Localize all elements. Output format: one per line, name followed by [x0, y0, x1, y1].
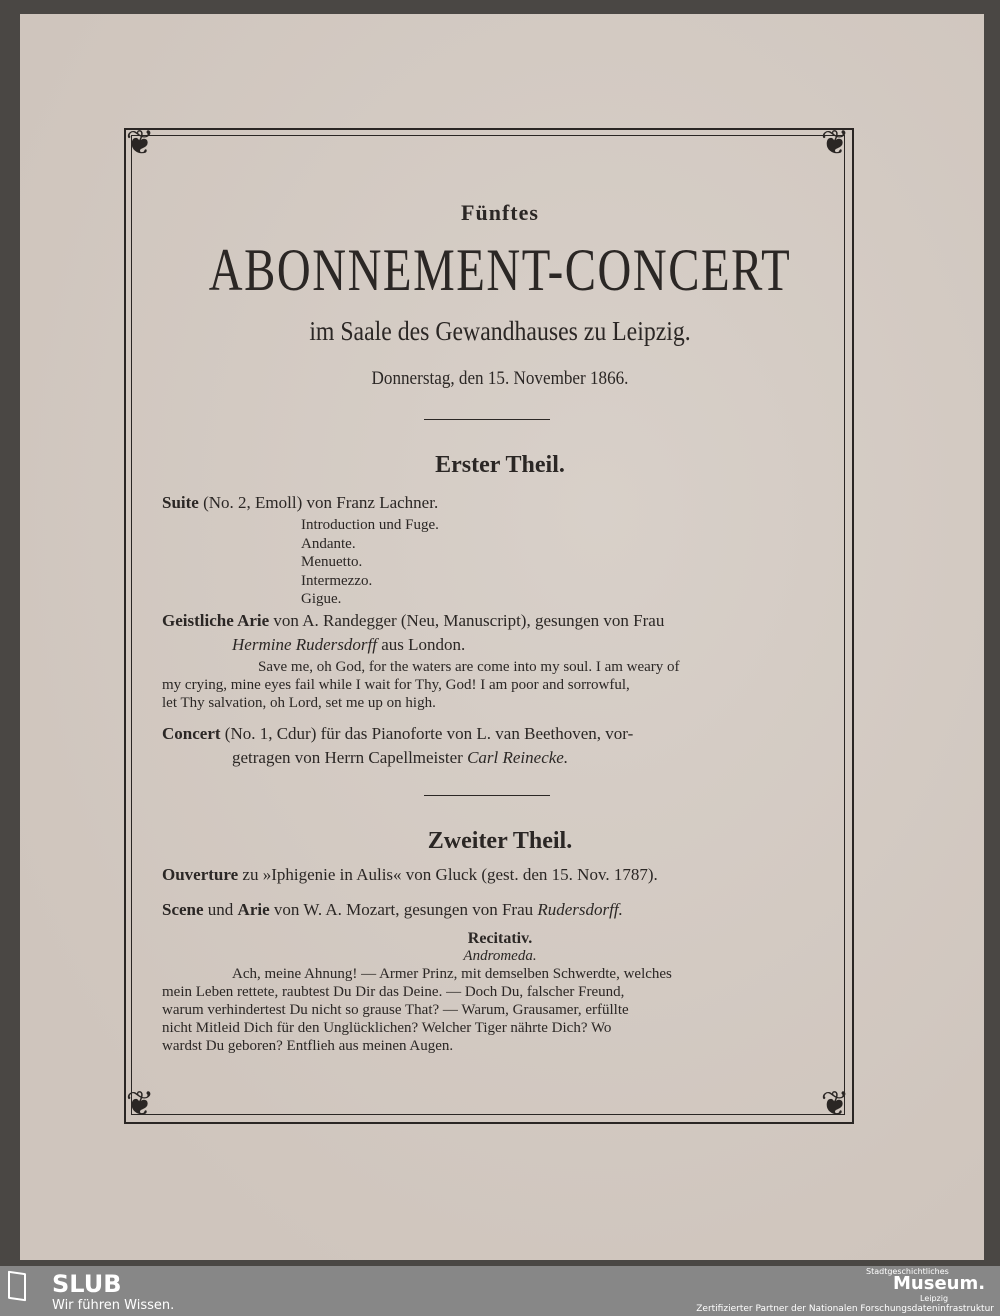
- movement: Gigue.: [301, 591, 342, 607]
- suite-label: Suite: [162, 493, 199, 512]
- footer-bar: [0, 1266, 1000, 1316]
- partner-note: Zertifizierter Partner der Nationalen Forschungsdateninfrastruktur: [696, 1304, 994, 1314]
- singer: Rudersdorff.: [537, 900, 623, 919]
- lyrics-line: warum verhindertest Du nicht so grause That? — Warum, Grausamer, erfüllte: [162, 1002, 629, 1018]
- lyrics-line: Ach, meine Ahnung! — Armer Prinz, mit demselben Schwerdte, welches: [232, 966, 672, 982]
- concert-text: (No. 1, Cdur) für das Pianoforte von L. van Beethoven, vor-: [224, 724, 634, 743]
- concert-label: Concert: [162, 724, 221, 743]
- divider-ornament: [424, 795, 550, 796]
- corner-ornament-icon: ❦: [820, 1086, 850, 1123]
- arie-label: Geistliche Arie: [162, 611, 270, 630]
- lyrics-line: nicht Mitleid Dich für den Unglücklichen? Welcher Tiger nährte Dich? Wo: [162, 1020, 612, 1036]
- singer-suffix: aus London.: [381, 635, 466, 654]
- divider-ornament: [424, 419, 550, 420]
- recitativ-heading: Recitativ.: [467, 930, 533, 947]
- movement-list: [301, 516, 439, 609]
- performer: Carl Reinecke.: [467, 748, 569, 767]
- slub-tagline: Wir führen Wissen.: [52, 1298, 175, 1313]
- corner-ornament-icon: ❦: [125, 1086, 155, 1123]
- movement: Intermezzo.: [301, 572, 373, 589]
- part2-heading: Zweiter Theil.: [427, 828, 573, 854]
- arie-text: von A. Randegger (Neu, Manuscript), gesungen von Frau: [273, 611, 665, 630]
- movement: Andante.: [301, 535, 356, 552]
- slub-logo[interactable]: SLUB: [52, 1270, 122, 1298]
- arie-label: Arie: [237, 900, 270, 919]
- lyrics-line: my crying, mine eyes fail while I wait for Thy, God! I am poor and sorrowful,: [162, 677, 630, 693]
- date: Donnerstag, den 15. November 1866.: [371, 368, 629, 389]
- ordinal: Fünftes: [461, 200, 539, 225]
- scene-text: von W. A. Mozart, gesungen von Frau: [273, 900, 534, 919]
- corner-ornament-icon: ❦: [820, 125, 850, 162]
- suite-text: (No. 2, Emoll) von Franz Lachner.: [203, 493, 439, 512]
- lyrics-line: Save me, oh God, for the waters are come into my soul. I am weary of: [258, 659, 680, 675]
- concert-text-line2: getragen von Herrn Capellmeister: [232, 748, 463, 767]
- museum-city: Leipzig: [920, 1294, 949, 1303]
- lyrics-line: let Thy salvation, oh Lord, set me up on high.: [162, 695, 436, 711]
- part1-heading: Erster Theil.: [435, 452, 565, 478]
- museum-label-top: Stadtgeschichtliches: [866, 1267, 949, 1276]
- museum-logo[interactable]: Museum.: [893, 1273, 986, 1294]
- corner-ornament-icon: ❦: [125, 125, 155, 162]
- movement: Introduction und Fuge.: [301, 517, 439, 533]
- ouverture-text: zu »Iphigenie in Aulis« von Gluck (gest. den 15. Nov. 1787).: [242, 865, 658, 884]
- concert-title: ABONNEMENT-CONCERT: [208, 237, 792, 303]
- singer: Hermine Rudersdorff: [232, 635, 377, 654]
- slub-book-icon: [8, 1271, 26, 1302]
- lyrics-line: wardst Du geboren? Entflieh aus meinen Augen.: [162, 1038, 454, 1054]
- venue: im Saale des Gewandhauses zu Leipzig.: [309, 316, 691, 346]
- role: Andromeda.: [463, 948, 537, 964]
- connector: und: [207, 900, 234, 919]
- ouverture-label: Ouverture: [162, 865, 239, 884]
- lyrics-line: mein Leben rettete, raubtest Du Dir das Deine. — Doch Du, falscher Freund,: [162, 984, 625, 1000]
- movement: Menuetto.: [301, 554, 363, 570]
- scene-label: Scene: [162, 900, 204, 919]
